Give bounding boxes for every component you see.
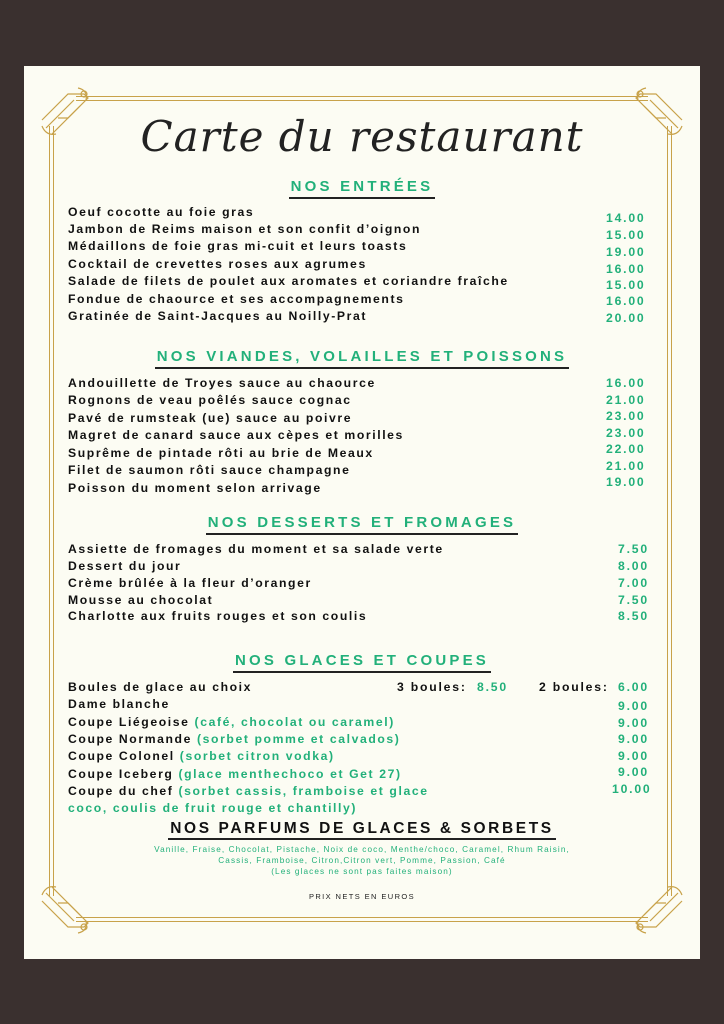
item-price: 10.00 <box>612 782 652 796</box>
item-price: 20.00 <box>606 311 646 325</box>
menu-item: Andouillette de Troyes sauce au chaource <box>68 376 376 390</box>
item-description-continued: coco, coulis de fruit rouge et chantilly) <box>68 801 358 815</box>
menu-item: Fondue de chaource et ses accompagnements <box>68 292 405 306</box>
item-description: (sorbet pomme et calvados) <box>196 732 401 746</box>
item-price: 23.00 <box>606 426 646 440</box>
menu-item: Jambon de Reims maison et son confit d’oignon <box>68 222 422 236</box>
parfums-note: (Les glaces ne sont pas faites maison) <box>271 867 453 876</box>
prices-footer: PRIX NETS EN EUROS <box>308 892 416 901</box>
item-description: (glace menthechoco et Get 27) <box>178 767 402 781</box>
menu-item: Poisson du moment selon arrivage <box>68 481 322 495</box>
menu-item: Suprême de pintade rôti au brie de Meaux <box>68 446 374 460</box>
item-price: 14.00 <box>606 211 646 225</box>
menu-item: Coupe Normande (sorbet pomme et calvados) <box>68 732 401 746</box>
item-price: 9.00 <box>618 765 649 779</box>
item-price: 15.00 <box>606 278 646 292</box>
parfums-list: Vanille, Fraise, Chocolat, Pistache, Noix de coco, Menthe/choco, Caramel, Rhum Raisin, <box>154 845 570 854</box>
frame-right-line <box>671 126 672 896</box>
item-price: 21.00 <box>606 393 646 407</box>
item-price: 8.50 <box>618 609 649 623</box>
item-price: 15.00 <box>606 228 646 242</box>
menu-item: Dessert du jour <box>68 559 182 573</box>
menu-item: Médaillons de foie gras mi-cuit et leurs toasts <box>68 239 408 253</box>
menu-item: Pavé de rumsteak (ue) sauce au poivre <box>68 411 353 425</box>
item-price: 16.00 <box>606 294 646 308</box>
item-price: 9.00 <box>618 716 649 730</box>
frame-bottom-line <box>76 917 648 918</box>
item-price: 9.00 <box>618 749 649 763</box>
item-price: 16.00 <box>606 376 646 390</box>
section-heading-entrees: NOS ENTRÉES <box>24 178 700 196</box>
frame-top-line-2 <box>76 100 648 101</box>
frame-bottom-line-2 <box>76 921 648 922</box>
menu-item: Magret de canard sauce aux cèpes et morilles <box>68 428 404 442</box>
item-price: 23.00 <box>606 409 646 423</box>
frame-left-line <box>49 126 50 896</box>
menu-item: Mousse au chocolat <box>68 593 214 607</box>
two-boules-label: 2 boules: <box>539 680 609 694</box>
section-heading-desserts: NOS DESSERTS ET FROMAGES <box>24 514 700 532</box>
item-price: 22.00 <box>606 442 646 456</box>
menu-title: Carte du restaurant <box>140 112 584 161</box>
parfums-list: Cassis, Framboise, Citron,Citron vert, Pomme, Passion, Café <box>218 856 506 865</box>
frame-right-line-2 <box>667 126 668 896</box>
item-price: 19.00 <box>606 245 646 259</box>
menu-item: Filet de saumon rôti sauce champagne <box>68 463 351 477</box>
corner-ornament-icon <box>38 881 98 941</box>
menu-item: Assiette de fromages du moment et sa salade verte <box>68 542 444 556</box>
item-price: 8.00 <box>618 559 649 573</box>
corner-ornament-icon <box>626 881 686 941</box>
item-description: (sorbet citron vodka) <box>179 749 335 763</box>
menu-item: Coupe Iceberg (glace menthechoco et Get 27) <box>68 767 402 781</box>
menu-page <box>24 66 700 959</box>
item-price: 7.00 <box>618 576 649 590</box>
two-boules-price: 6.00 <box>618 680 649 694</box>
section-heading-viandes: NOS VIANDES, VOLAILLES ET POISSONS <box>24 348 700 366</box>
menu-item: Rognons de veau poêlés sauce cognac <box>68 393 352 407</box>
menu-item: Crème brûlée à la fleur d’oranger <box>68 576 312 590</box>
item-description: (sorbet cassis, framboise et glace <box>178 784 429 798</box>
item-price: 7.50 <box>618 593 649 607</box>
three-boules-label: 3 boules: <box>397 680 467 694</box>
menu-item: Gratinée de Saint-Jacques au Noilly-Prat <box>68 309 368 323</box>
menu-item: Oeuf cocotte au foie gras <box>68 205 255 219</box>
section-heading-glaces: NOS GLACES ET COUPES <box>24 652 700 670</box>
item-price: 16.00 <box>606 262 646 276</box>
menu-item: Boules de glace au choix <box>68 680 253 694</box>
frame-top-line <box>76 96 648 97</box>
menu-item: Salade de filets de poulet aux aromates et coriandre fraîche <box>68 274 509 288</box>
menu-item: Cocktail de crevettes roses aux agrumes <box>68 257 367 271</box>
item-price: 21.00 <box>606 459 646 473</box>
menu-item: Charlotte aux fruits rouges et son coulis <box>68 609 368 623</box>
menu-item: Dame blanche <box>68 697 170 711</box>
item-price: 9.00 <box>618 732 649 746</box>
item-price: 19.00 <box>606 475 646 489</box>
parfums-heading: NOS PARFUMS DE GLACES & SORBETS <box>24 820 700 838</box>
item-price: 7.50 <box>618 542 649 556</box>
menu-item: Coupe Colonel (sorbet citron vodka) <box>68 749 335 763</box>
three-boules-price: 8.50 <box>477 680 508 694</box>
item-description: (café, chocolat ou caramel) <box>194 715 395 729</box>
menu-item: Coupe du chef (sorbet cassis, framboise et glace <box>68 784 429 798</box>
item-price: 9.00 <box>618 699 649 713</box>
frame-left-line-2 <box>53 126 54 896</box>
menu-item: Coupe Liégeoise (café, chocolat ou caramel) <box>68 715 395 729</box>
